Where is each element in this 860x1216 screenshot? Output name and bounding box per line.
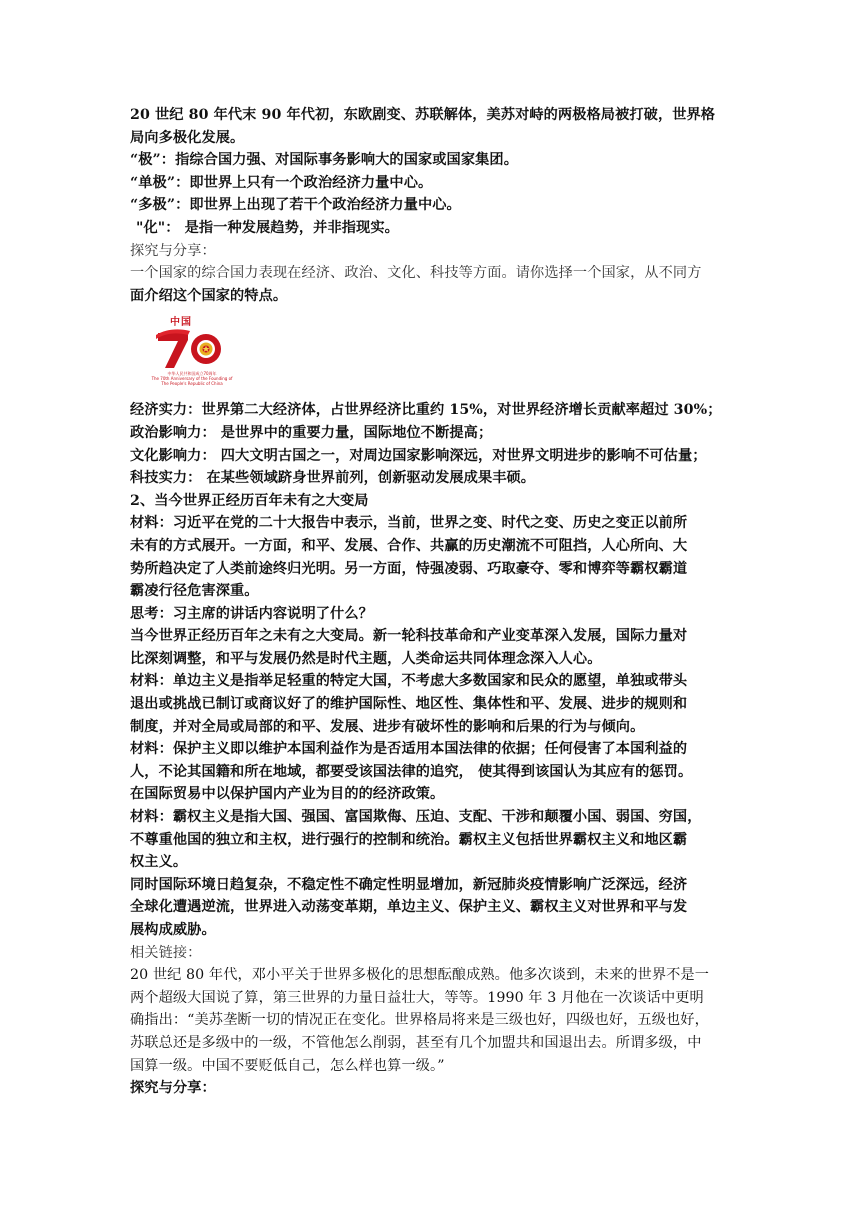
body-text-line: 全球化遭遇逆流，世界进入动荡变革期，单边主义、保护主义、霸权主义对世界和平与发 — [130, 899, 688, 916]
body-text-line: 材料：霸权主义是指大国、强国、富国欺侮、压迫、支配、干涉和颠覆小国、弱国、穷国， — [130, 809, 702, 826]
body-text-line: 霸凌行径危害深重。 — [130, 583, 259, 600]
body-text-line: 相关链接： — [130, 944, 202, 961]
body-text-line: 探究与分享： — [130, 1080, 216, 1097]
logo-subtitle — [144, 371, 240, 386]
document-body — [130, 104, 730, 1100]
body-text-line: 同时国际环境日趋复杂，不稳定性不确定性明显增加，新冠肺炎疫情影响广泛深远，经济 — [130, 876, 688, 893]
body-text-line: 势所趋决定了人类前途终归光明。另一方面，恃强凌弱、巧取豪夺、零和博弈等霸权霸道 — [130, 560, 688, 577]
body-text-line: 政治影响力： 是世界中的重要力量，国际地位不断提高； — [130, 424, 493, 441]
body-text-line: 退出或挑战已制订或商议好了的维护国际性、地区性、集体性和平、发展、进步的规则和 — [130, 696, 688, 713]
body-text-line: 不尊重他国的独立和主权，进行强行的控制和统治。霸权主义包括世界霸权主义和地区霸 — [130, 831, 688, 848]
main-section — [130, 399, 730, 1099]
intro-section — [130, 104, 730, 307]
body-text-line: 两个超级大国说了算，第三世界的力量日益壮大，等等。1990 年 3 月他在一次谈话中更明 — [130, 989, 704, 1006]
body-text-line: 比深刻调整，和平与发展仍然是时代主题，人类命运共同体理念深入人心。 — [130, 650, 602, 667]
body-text-line: 在国际贸易中以保护国内产业为目的的经济政策。 — [130, 786, 445, 803]
body-text-line: 制度，并对全局或局部的和平、发展、进步有破坏性的影响和后果的行为与倾向。 — [130, 718, 645, 735]
body-text-line: 确指出：“美苏垄断一切的情况正在变化。世界格局将来是三级也好，四级也好，五级也好， — [130, 1012, 709, 1029]
body-text-line: 2、当今世界正经历百年未有之大变局 — [130, 492, 369, 509]
intro-text-line: “单极”：即世界上只有一个政治经济力量中心。 — [130, 174, 433, 191]
logo-subtitle-en-1: The 70th Anniversary of the Founding of — [151, 376, 233, 382]
logo-subtitle-cn: 中华人民共和国成立70周年 — [167, 371, 217, 377]
body-text-line: 思考：习主席的讲话内容说明了什么？ — [130, 605, 373, 622]
body-text-line: 苏联总还是多级中的一级，不管他怎么削弱，甚至有几个加盟共和国退出去。所谓多级，中 — [130, 1034, 702, 1051]
body-text-line: 20 世纪 80 年代，邓小平关于世界多极化的思想酝酿成熟。他多次谈到，未来的世界不是一 — [130, 967, 709, 984]
intro-text-line: “极”：指综合国力强、对国际事务影响大的国家或国家集团。 — [130, 152, 518, 169]
body-text-line: 展构成威胁。 — [130, 922, 216, 938]
logo-subtitle-en-2: The People's Republic of China — [161, 381, 223, 387]
intro-text-line: 一个国家的综合国力表现在经济、政治、文化、科技等方面。请你选择一个国家，从不同方 — [130, 265, 702, 282]
intro-text-line: 局向多极化发展。 — [130, 129, 245, 146]
body-text-line: 文化影响力： 四大文明古国之一，对周边国家影响深远，对世界文明进步的影响不可估量； — [130, 447, 707, 464]
body-text-line: 科技实力： 在某些领域跻身世界前列，创新驱动发展成果丰硕。 — [130, 470, 536, 487]
body-text-line: 国算一级。中国不要贬低自己，怎么样也算一级。” — [130, 1057, 445, 1074]
body-text-line: 材料：保护主义即以维护本国利益作为是否适用本国法律的依据；任何侵害了本国利益的 — [130, 741, 688, 758]
anniversary-logo — [144, 313, 236, 399]
body-text-line: 材料：单边主义是指举足轻重的特定大国，不考虑大多数国家和民众的愿望，单独或带头 — [130, 673, 688, 690]
body-text-line: 权主义。 — [130, 854, 188, 871]
body-text-line: 经济实力：世界第二大经济体，占世界经济比重约 15%，对世界经济增长贡献率超过 30%； — [130, 402, 722, 419]
intro-text-line: “多极”：即世界上出现了若干个政治经济力量中心。 — [130, 197, 461, 214]
logo-title: 中国 — [170, 317, 192, 329]
body-text-line: 材料：习近平在党的二十大报告中表示，当前，世界之变、时代之变、历史之变正以前所 — [130, 515, 688, 532]
body-text-line: 人，不论其国籍和所在地域，都要受该国法律的追究， 使其得到该国认为其应有的惩罚。 — [130, 763, 693, 780]
intro-text-line: "化"： 是指一种发展趋势，并非指现实。 — [136, 219, 399, 236]
intro-text-line: 面介绍这个国家的特点。 — [130, 287, 288, 304]
intro-text-line: 探究与分享： — [130, 242, 216, 259]
body-text-line: 未有的方式展开。一方面，和平、发展、合作、共赢的历史潮流不可阻挡，人心所向、大 — [130, 537, 688, 554]
intro-text-line: 20 世纪 80 年代末 90 年代初，东欧剧变、苏联解体，美苏对峙的两极格局被打破，世界格 — [130, 107, 716, 123]
body-text-line: 当今世界正经历百年之未有之大变局。新一轮科技革命和产业变革深入发展，国际力量对 — [130, 628, 688, 645]
